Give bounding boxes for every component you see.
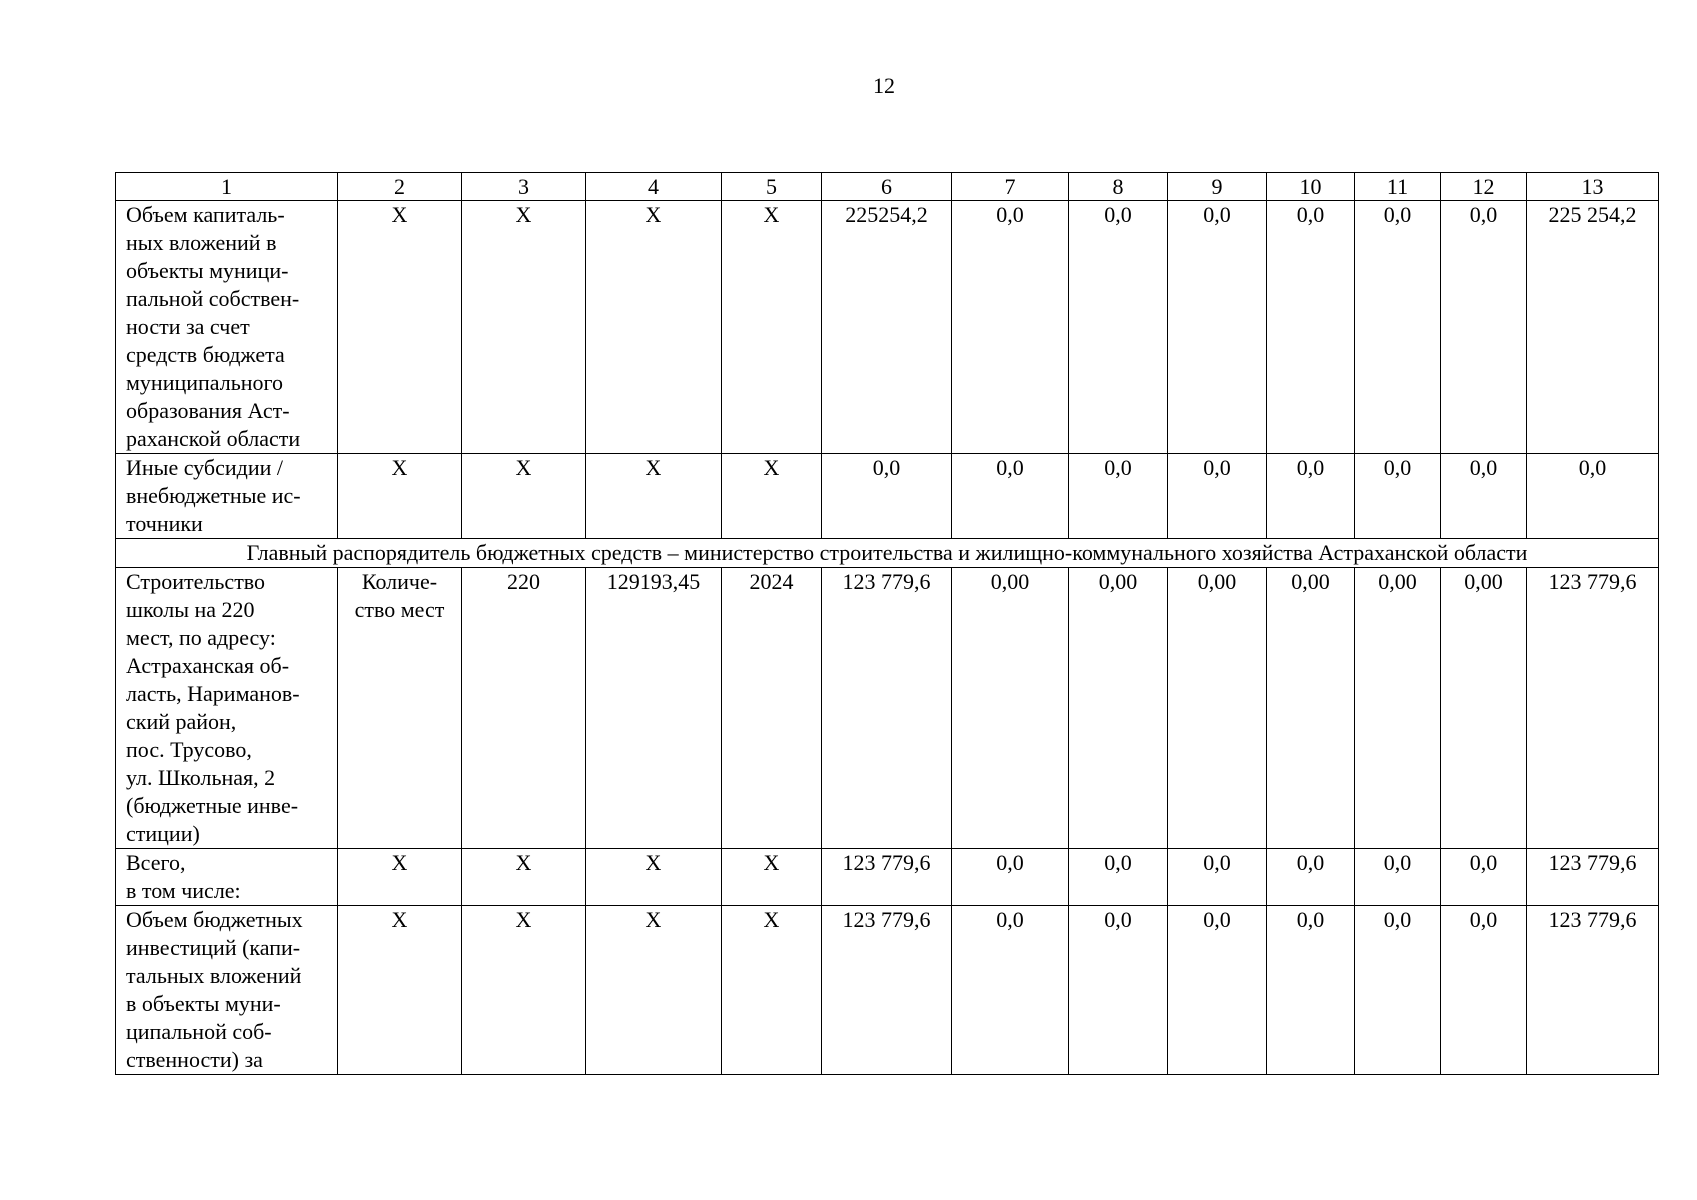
table-cell: Х xyxy=(722,454,822,539)
table-cell: 0,0 xyxy=(1355,454,1441,539)
table-cell: 0,0 xyxy=(952,454,1069,539)
table-cell: Х xyxy=(462,906,586,1075)
row-name: Иные субсидии / внебюджетные ис- точники xyxy=(126,455,301,536)
table-cell: Х xyxy=(462,849,586,906)
table-cell: 123 779,6 xyxy=(822,906,952,1075)
table-cell: 0,0 xyxy=(1168,849,1267,906)
table-cell: 0,0 xyxy=(1441,849,1527,906)
table-cell: 0,0 xyxy=(1069,906,1168,1075)
table-cell: Х xyxy=(462,454,586,539)
column-number: 13 xyxy=(1527,173,1659,201)
row-name-cell xyxy=(116,454,338,539)
table-row xyxy=(116,906,1659,1075)
table-row xyxy=(116,201,1659,454)
column-number: 5 xyxy=(722,173,822,201)
row-name: Объем бюджетных инвестиций (капи- тальных вложений в объекты муни- ципальной соб- ственности) за xyxy=(126,907,303,1072)
table-cell: 0,0 xyxy=(1441,906,1527,1075)
row-name: Строительство школы на 220 мест, по адресу: Астраханская об- ласть, Нариманов- ский район, пос. Трусово, ул. Школьная, 2 (бюджетные инве- стиции) xyxy=(126,569,300,846)
column-number: 3 xyxy=(462,173,586,201)
table-cell: 0,00 xyxy=(1069,568,1168,849)
row-name: Объем капиталь- ных вложений в объекты муници- пальной собствен- ности за счет средств бюджета муниципального образования Аст- раханской области xyxy=(126,202,301,451)
table-cell: 0,0 xyxy=(1267,201,1355,454)
table-cell: 0,0 xyxy=(1069,849,1168,906)
table-cell: 0,0 xyxy=(1267,849,1355,906)
table-cell: 0,00 xyxy=(1355,568,1441,849)
row-name-cell xyxy=(116,849,338,906)
table-cell: 0,0 xyxy=(1355,906,1441,1075)
page-number: 12 xyxy=(873,73,895,98)
table-cell: 123 779,6 xyxy=(822,568,952,849)
table-row xyxy=(116,849,1659,906)
table-cell: Х xyxy=(722,201,822,454)
table-cell: 0,0 xyxy=(1355,201,1441,454)
column-number: 4 xyxy=(586,173,722,201)
table-cell: 0,0 xyxy=(952,201,1069,454)
table-row xyxy=(116,454,1659,539)
row-name: Всего, в том числе: xyxy=(126,850,241,903)
column-number: 2 xyxy=(338,173,462,201)
section-header-row xyxy=(116,539,1659,568)
table-cell: 0,0 xyxy=(822,454,952,539)
table-cell: 123 779,6 xyxy=(822,849,952,906)
column-number: 12 xyxy=(1441,173,1527,201)
table-cell: Х xyxy=(586,454,722,539)
table-cell: 0,0 xyxy=(1069,201,1168,454)
table-cell: Х xyxy=(722,849,822,906)
table-cell: 0,0 xyxy=(1168,454,1267,539)
table-cell xyxy=(338,568,462,849)
table-cell: 0,0 xyxy=(1168,201,1267,454)
table-cell: 0,0 xyxy=(1355,849,1441,906)
column-number: 1 xyxy=(116,173,338,201)
column-number: 10 xyxy=(1267,173,1355,201)
table-cell: 0,0 xyxy=(1527,454,1659,539)
table-cell: 0,0 xyxy=(1441,454,1527,539)
table-cell: 0,0 xyxy=(1267,906,1355,1075)
table-cell: Х xyxy=(338,201,462,454)
budget-table xyxy=(115,172,1659,1075)
table-cell: Х xyxy=(338,906,462,1075)
column-number: 11 xyxy=(1355,173,1441,201)
table-cell: 0,0 xyxy=(1069,454,1168,539)
column-number: 9 xyxy=(1168,173,1267,201)
table-cell: 0,00 xyxy=(1441,568,1527,849)
table-cell: 2024 xyxy=(722,568,822,849)
column-number-row xyxy=(116,173,1659,201)
table-cell: Х xyxy=(338,454,462,539)
table-cell: 220 xyxy=(462,568,586,849)
column-number: 8 xyxy=(1069,173,1168,201)
row-name-cell xyxy=(116,201,338,454)
table-cell: 123 779,6 xyxy=(1527,568,1659,849)
section-header: Главный распорядитель бюджетных средств – министерство строительства и жилищно-коммунального хозяйства Астраханской области xyxy=(116,539,1659,568)
unit-text: Количе- ство мест xyxy=(354,569,445,622)
row-name-cell xyxy=(116,906,338,1075)
table-cell: Х xyxy=(586,906,722,1075)
table-cell: Х xyxy=(338,849,462,906)
table-cell: Х xyxy=(586,849,722,906)
table-cell: 129193,45 xyxy=(586,568,722,849)
table-cell: 0,00 xyxy=(1267,568,1355,849)
table-cell: 123 779,6 xyxy=(1527,906,1659,1075)
table-cell: 0,00 xyxy=(1168,568,1267,849)
row-name-cell xyxy=(116,568,338,849)
table-cell: 0,0 xyxy=(952,906,1069,1075)
table-cell: 0,0 xyxy=(1441,201,1527,454)
column-number: 6 xyxy=(822,173,952,201)
table-cell: 0,0 xyxy=(1267,454,1355,539)
table-cell: 0,0 xyxy=(952,849,1069,906)
table-cell: 0,00 xyxy=(952,568,1069,849)
table-cell: 225 254,2 xyxy=(1527,201,1659,454)
table-cell: Х xyxy=(586,201,722,454)
table-cell: 0,0 xyxy=(1168,906,1267,1075)
table-row xyxy=(116,568,1659,849)
table-cell: Х xyxy=(722,906,822,1075)
table-cell: 225254,2 xyxy=(822,201,952,454)
table-cell: 123 779,6 xyxy=(1527,849,1659,906)
table-cell: Х xyxy=(462,201,586,454)
column-number: 7 xyxy=(952,173,1069,201)
